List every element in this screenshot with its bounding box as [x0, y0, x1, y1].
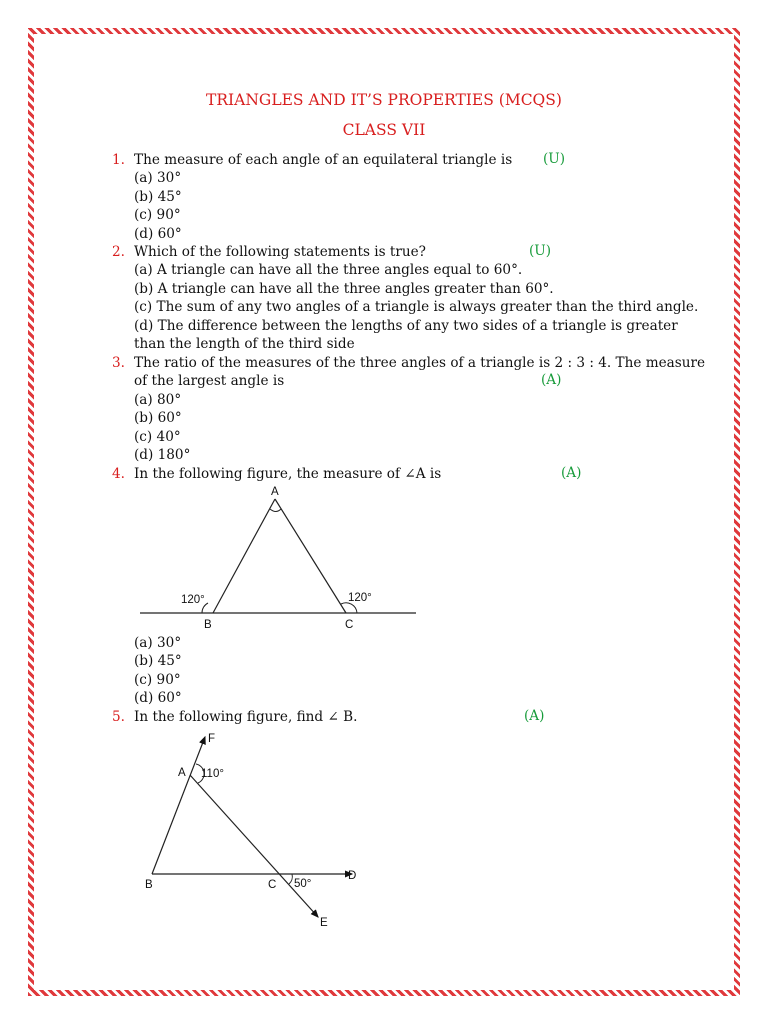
- vertex-label-b: B: [145, 879, 153, 891]
- question-text: The ratio of the measures of the three angles of a triangle is 2 : 3 : 4. The measure: [134, 355, 706, 371]
- option-c: (c) 90°: [134, 207, 181, 224]
- question-text: The measure of each angle of an equilateral triangle is: [134, 152, 513, 168]
- difficulty-tag: (A): [541, 372, 562, 388]
- question-text-continued: of the largest angle is: [134, 373, 285, 390]
- question-text: In the following figure, the measure of ∠A is: [134, 466, 442, 482]
- option-d: (d) 60°: [134, 225, 182, 242]
- option-b: (b) A triangle can have all the three angles greater than 60°.: [134, 280, 554, 297]
- option-b: (b) 45°: [134, 188, 182, 205]
- angle-label-c: 120°: [348, 592, 372, 604]
- angle-label-a: 110°: [201, 768, 224, 780]
- point-label-d: D: [348, 870, 357, 882]
- option-a: (a) 30°: [134, 635, 182, 651]
- option-d: (d) The difference between the lengths of any two sides of a triangle is greater: [134, 317, 678, 334]
- page-title: TRIANGLES AND IT’S PROPERTIES (MCQS): [206, 91, 562, 109]
- option-b: (b) 60°: [134, 410, 182, 427]
- vertex-label-a: A: [178, 767, 186, 779]
- question-number: 4.: [112, 466, 125, 482]
- option-a: (a) 30°: [134, 170, 182, 187]
- difficulty-tag: (U): [529, 243, 552, 259]
- difficulty-tag: (A): [524, 708, 545, 724]
- difficulty-tag: (U): [543, 151, 566, 167]
- page-subtitle: CLASS VII: [342, 121, 426, 139]
- difficulty-tag: (A): [561, 465, 582, 481]
- option-c: (c) The sum of any two angles of a triangle is always greater than the third angle.: [134, 299, 699, 316]
- option-c: (c) 40°: [134, 428, 181, 445]
- point-label-f: F: [208, 733, 216, 745]
- line-ba-extended-to-f: [152, 737, 205, 874]
- option-d: (d) 60°: [134, 690, 182, 707]
- vertex-label-a: A: [271, 486, 279, 498]
- option-a: (a) 80°: [134, 391, 182, 408]
- option-d-continued: than the length of the third side: [134, 336, 355, 353]
- question-text: In the following figure, find ∠ B.: [134, 709, 358, 725]
- angle-label-b: 120°: [181, 594, 205, 606]
- option-b: (b) 45°: [134, 653, 182, 670]
- angle-arc-c: [289, 874, 292, 884]
- option-c: (c) 90°: [134, 671, 181, 688]
- question-text: Which of the following statements is true?: [134, 244, 426, 260]
- question-number: 5.: [112, 709, 125, 725]
- question-number: 2.: [112, 244, 125, 260]
- vertex-label-b: B: [204, 619, 212, 631]
- angle-label-c: 50°: [294, 878, 312, 890]
- vertex-label-c: C: [268, 879, 277, 891]
- option-d: (d) 180°: [134, 447, 191, 464]
- point-label-e: E: [320, 917, 328, 929]
- question-number: 3.: [112, 355, 125, 371]
- line-ac-extended-to-e: [190, 775, 318, 917]
- vertex-label-c: C: [345, 619, 354, 631]
- option-a: (a) A triangle can have all the three angles equal to 60°.: [134, 262, 523, 279]
- question-number: 1.: [112, 152, 125, 168]
